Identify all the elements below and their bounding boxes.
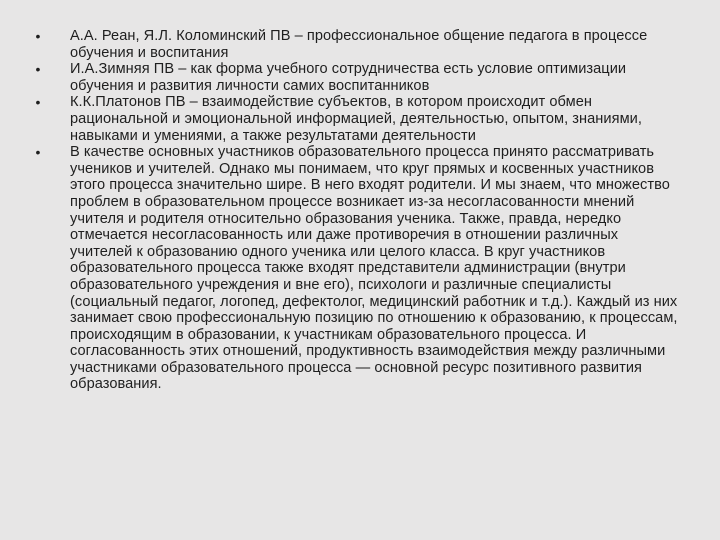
bullet-text: В качестве основных участников образовательного процесса принято рассматривать учеников и учителей. Однако мы понимаем, что круг прямых и косвенных участников этого процесса значительно шире. В него входят родители. И мы знаем, что множество проблем в образовательном процессе возникает из-за несогласованности мнений учителя и родителя относительно образования ученика. Также, правда, нередко отмечается несогласованность или даже противоречия в отношении различных учителей к образованию одного ученика или целого класса. В круг участников образовательного процесса также входят представители администрации (внутри образовательного учреждения и вне его), психологи и различные специалисты (социальный педагог, логопед, дефектолог, медицинский работник и т.д.). Каждый из них занимает свою профессиональную позицию по отношению к образованию, к процессам, происходящим в образовании, к участникам образовательного процесса. И согласованность этих отношений, продуктивность взаимодействия между различными участниками образовательного процесса — основной ресурс позитивного развития образования. [70, 144, 678, 393]
bullet-item-participants [32, 144, 680, 393]
bullet-icon: • [35, 94, 41, 111]
bullet-list [32, 28, 680, 393]
bullet-item-zimnyaya [32, 61, 680, 94]
bullet-icon: • [35, 61, 41, 78]
bullet-text: И.А.Зимняя ПВ – как форма учебного сотрудничества есть условие оптимизации обучения и развития личности самих воспитанников [70, 61, 627, 94]
bullet-item-rean [32, 28, 680, 61]
bullet-text: К.К.Платонов ПВ – взаимодействие субъектов, в котором происходит обмен рациональной и эмоциональной информацией, деятельностью, опытом, знаниями, навыками и умениями, а также результатами деятельности [70, 94, 642, 144]
bullet-icon: • [35, 28, 41, 44]
bullet-text: А.А. Реан, Я.Л. Коломинский ПВ – профессиональное общение педагога в процессе обучения и воспитания [70, 28, 648, 61]
bullet-item-platonov [32, 94, 680, 144]
bullet-icon: • [35, 144, 41, 161]
